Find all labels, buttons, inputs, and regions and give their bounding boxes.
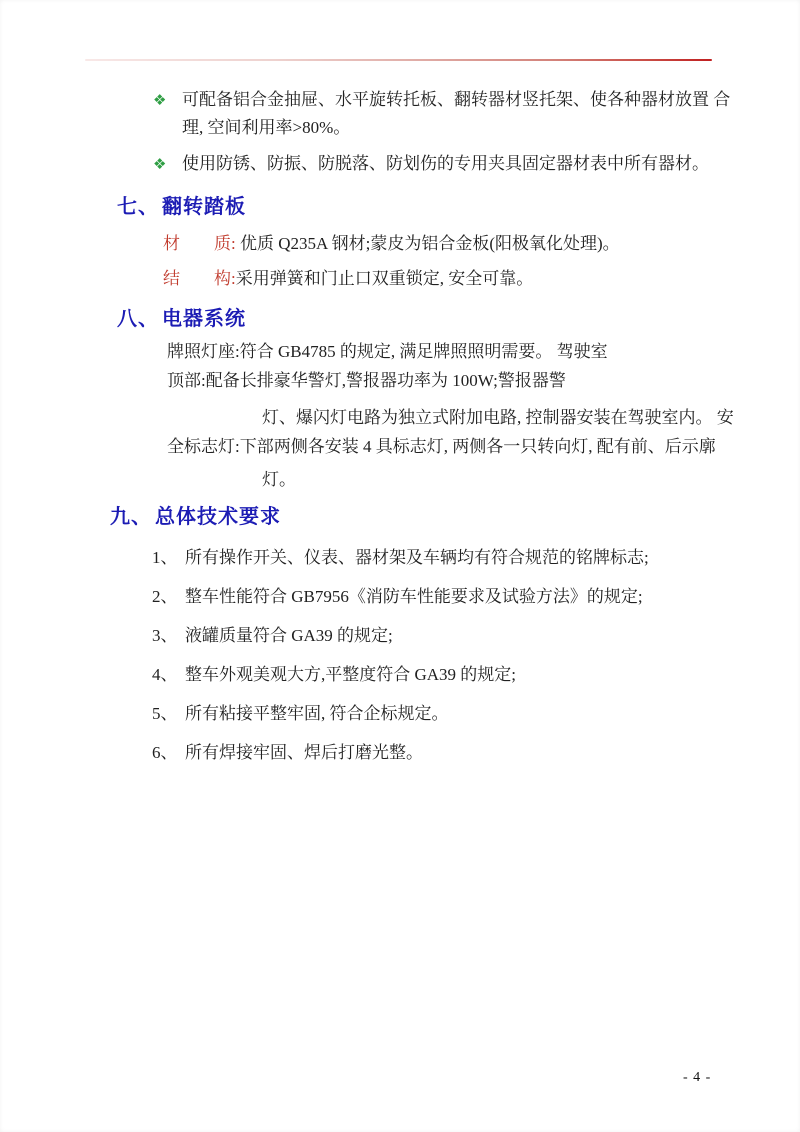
spec-text: 优质 Q235A 钢材;蒙皮为铝合金板(阳极氧化处理)。 bbox=[235, 234, 620, 253]
section-heading-7 bbox=[117, 190, 246, 219]
paragraph-line: 全标志灯:下部两侧各安装 4 具标志灯, 两侧各一只转向灯, 配有前、后示廓 bbox=[167, 437, 716, 456]
paragraph-line: 灯。 bbox=[262, 470, 296, 489]
requirements-list bbox=[152, 544, 649, 778]
bullet-text bbox=[182, 150, 709, 178]
bullet-item bbox=[153, 86, 730, 142]
item-text: 液罐质量符合 GA39 的规定; bbox=[185, 626, 393, 645]
item-text: 整车外观美观大方,平整度符合 GA39 的规定; bbox=[185, 665, 517, 684]
diamond-bullet-icon: ❖ bbox=[153, 91, 167, 109]
diamond-bullet-icon: ❖ bbox=[153, 155, 167, 173]
bullet-line: 理, 空间利用率>80%。 bbox=[182, 118, 351, 137]
item-number: 4、 bbox=[152, 665, 178, 684]
electrical-paragraph-2 bbox=[167, 403, 734, 494]
item-number: 5、 bbox=[152, 704, 178, 723]
item-number: 2、 bbox=[152, 587, 178, 606]
section-title: 翻转踏板 bbox=[162, 196, 246, 218]
list-item bbox=[152, 583, 649, 611]
list-item bbox=[152, 622, 649, 650]
item-text: 所有焊接牢固、焊后打磨光整。 bbox=[185, 743, 423, 762]
list-item bbox=[152, 661, 649, 689]
section-heading-8 bbox=[117, 302, 246, 331]
list-item bbox=[152, 739, 649, 767]
page-number: - 4 - bbox=[683, 1070, 712, 1085]
paragraph-line: 牌照灯座:符合 GB4785 的规定, 满足牌照照明需要。 驾驶室 bbox=[167, 342, 608, 361]
section-number: 八、 bbox=[117, 308, 159, 330]
bullet-line: 使用防锈、防振、防脱落、防划伤的专用夹具固定器材表中所有器材。 bbox=[182, 154, 709, 173]
list-item bbox=[152, 700, 649, 728]
section-number: 九、 bbox=[110, 506, 152, 528]
item-text: 整车性能符合 GB7956《消防车性能要求及试验方法》的规定; bbox=[185, 587, 643, 606]
item-number: 3、 bbox=[152, 626, 178, 645]
item-text: 所有操作开关、仪表、器材架及车辆均有符合规范的铭牌标志; bbox=[185, 548, 649, 567]
section-number: 七、 bbox=[117, 196, 159, 218]
list-item bbox=[152, 544, 649, 572]
section-title: 总体技术要求 bbox=[155, 506, 281, 528]
bullet-text bbox=[182, 86, 730, 142]
item-text: 所有粘接平整牢固, 符合企标规定。 bbox=[185, 704, 449, 723]
spec-row-structure bbox=[163, 265, 620, 293]
spec-list bbox=[163, 230, 620, 300]
section-title: 电器系统 bbox=[162, 308, 246, 330]
spec-row-material bbox=[163, 230, 620, 258]
item-number: 1、 bbox=[152, 548, 178, 567]
equipment-bullet-list bbox=[153, 86, 730, 186]
paragraph-line: 顶部:配备长排豪华警灯,警报器功率为 100W;警报器警 bbox=[167, 371, 566, 390]
electrical-paragraph-1 bbox=[167, 337, 608, 395]
spec-label: 结 构: bbox=[163, 269, 236, 288]
bullet-line: 可配备铝合金抽屉、水平旋转托板、翻转器材竖托架、使各种器材放置 合 bbox=[182, 90, 731, 109]
section-heading-9 bbox=[110, 500, 281, 529]
paragraph-line: 灯、爆闪灯电路为独立式附加电路, 控制器安装在驾驶室内。 安 bbox=[262, 408, 734, 427]
bullet-item bbox=[153, 150, 730, 178]
item-number: 6、 bbox=[152, 743, 178, 762]
spec-text: 采用弹簧和门止口双重锁定, 安全可靠。 bbox=[235, 269, 534, 288]
header-rule bbox=[85, 59, 712, 61]
spec-label: 材 质: bbox=[163, 234, 236, 253]
